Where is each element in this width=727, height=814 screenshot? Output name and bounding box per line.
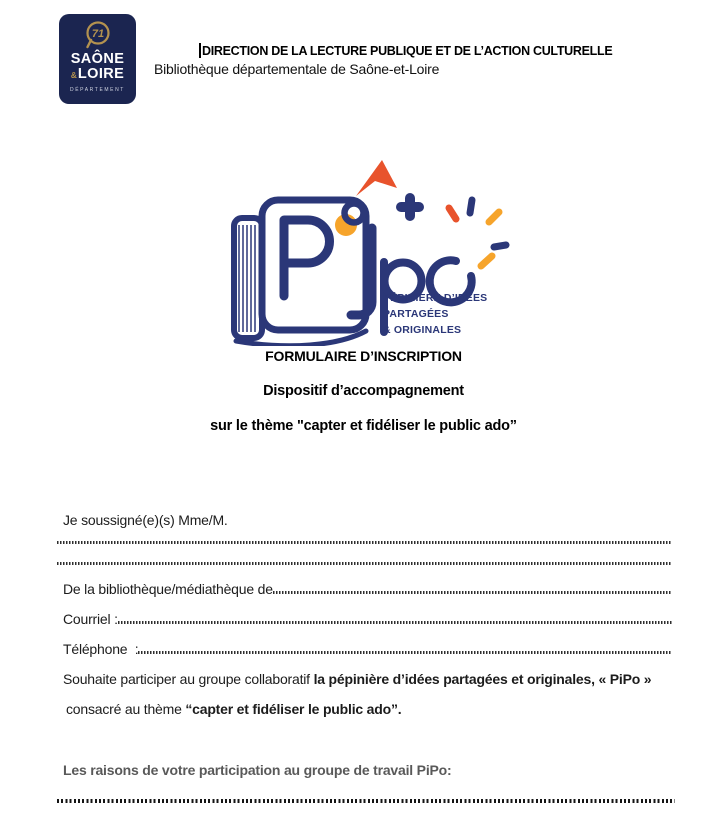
fill-line-name-2[interactable] bbox=[57, 562, 672, 565]
intro-line: Je soussigné(e)(s) Mme/M. bbox=[63, 512, 228, 528]
pipo-tagline-line1: PÉPINIERE D’IDÉES bbox=[383, 292, 488, 304]
participation-line bbox=[63, 671, 651, 687]
form-heading-2: Dispositif d’accompagnement bbox=[263, 383, 464, 399]
fill-line-phone[interactable] bbox=[138, 651, 672, 654]
header-title-text: DIRECTION DE LA LECTURE PUBLIQUE ET DE L’ACTION CULTURELLE bbox=[202, 43, 613, 58]
participation-prefix: Souhaite participer au groupe collaboratif bbox=[63, 671, 314, 687]
reasons-label: Les raisons de votre participation au groupe de travail PiPo: bbox=[63, 762, 452, 778]
svg-text:71: 71 bbox=[91, 28, 104, 40]
sparkle-icon bbox=[449, 200, 506, 266]
header-subtitle: Bibliothèque départementale de Saône-et-Loire bbox=[154, 61, 440, 77]
library-row bbox=[63, 581, 672, 597]
fill-line-library[interactable] bbox=[273, 591, 672, 594]
form-heading-1: FORMULAIRE D’INSCRIPTION bbox=[265, 348, 462, 364]
dept-logo-saone: SAÔNE bbox=[70, 51, 125, 67]
text-caret bbox=[199, 43, 201, 58]
library-label: De la bibliothèque/médiathèque de bbox=[63, 581, 273, 597]
fill-line-reasons[interactable] bbox=[57, 799, 675, 803]
phone-row bbox=[63, 641, 672, 657]
theme-line bbox=[66, 701, 401, 717]
dept-logo-caption: DÉPARTEMENT bbox=[70, 87, 125, 93]
theme-bold: “capter et fidéliser le public ado”. bbox=[185, 701, 402, 717]
pipo-logo bbox=[222, 150, 514, 346]
email-row bbox=[63, 611, 672, 627]
phone-label: Téléphone : bbox=[63, 641, 139, 657]
dept-logo-loire-row bbox=[71, 67, 124, 83]
fill-line-name-1[interactable] bbox=[57, 541, 672, 544]
pipo-tagline-line2: PARTAGÉES bbox=[383, 308, 449, 320]
plus-icon bbox=[396, 193, 424, 221]
dept-logo-ampersand: & bbox=[70, 70, 77, 80]
fill-line-email[interactable] bbox=[118, 621, 672, 624]
email-label: Courriel : bbox=[63, 611, 118, 627]
saone-et-loire-logo bbox=[59, 14, 136, 104]
header-title bbox=[199, 43, 612, 58]
arrow-icon bbox=[356, 160, 397, 196]
dept-71-pin-icon bbox=[81, 19, 115, 51]
participation-bold: la pépinière d’idées partagées et originales, « PiPo » bbox=[313, 671, 652, 687]
form-heading-3: sur le thème "capter et fidéliser le public ado” bbox=[210, 418, 517, 434]
dept-logo-loire: LOIRE bbox=[77, 66, 125, 82]
theme-prefix: consacré au thème bbox=[66, 701, 186, 717]
pipo-tagline-line3: & ORIGINALES bbox=[383, 324, 462, 336]
